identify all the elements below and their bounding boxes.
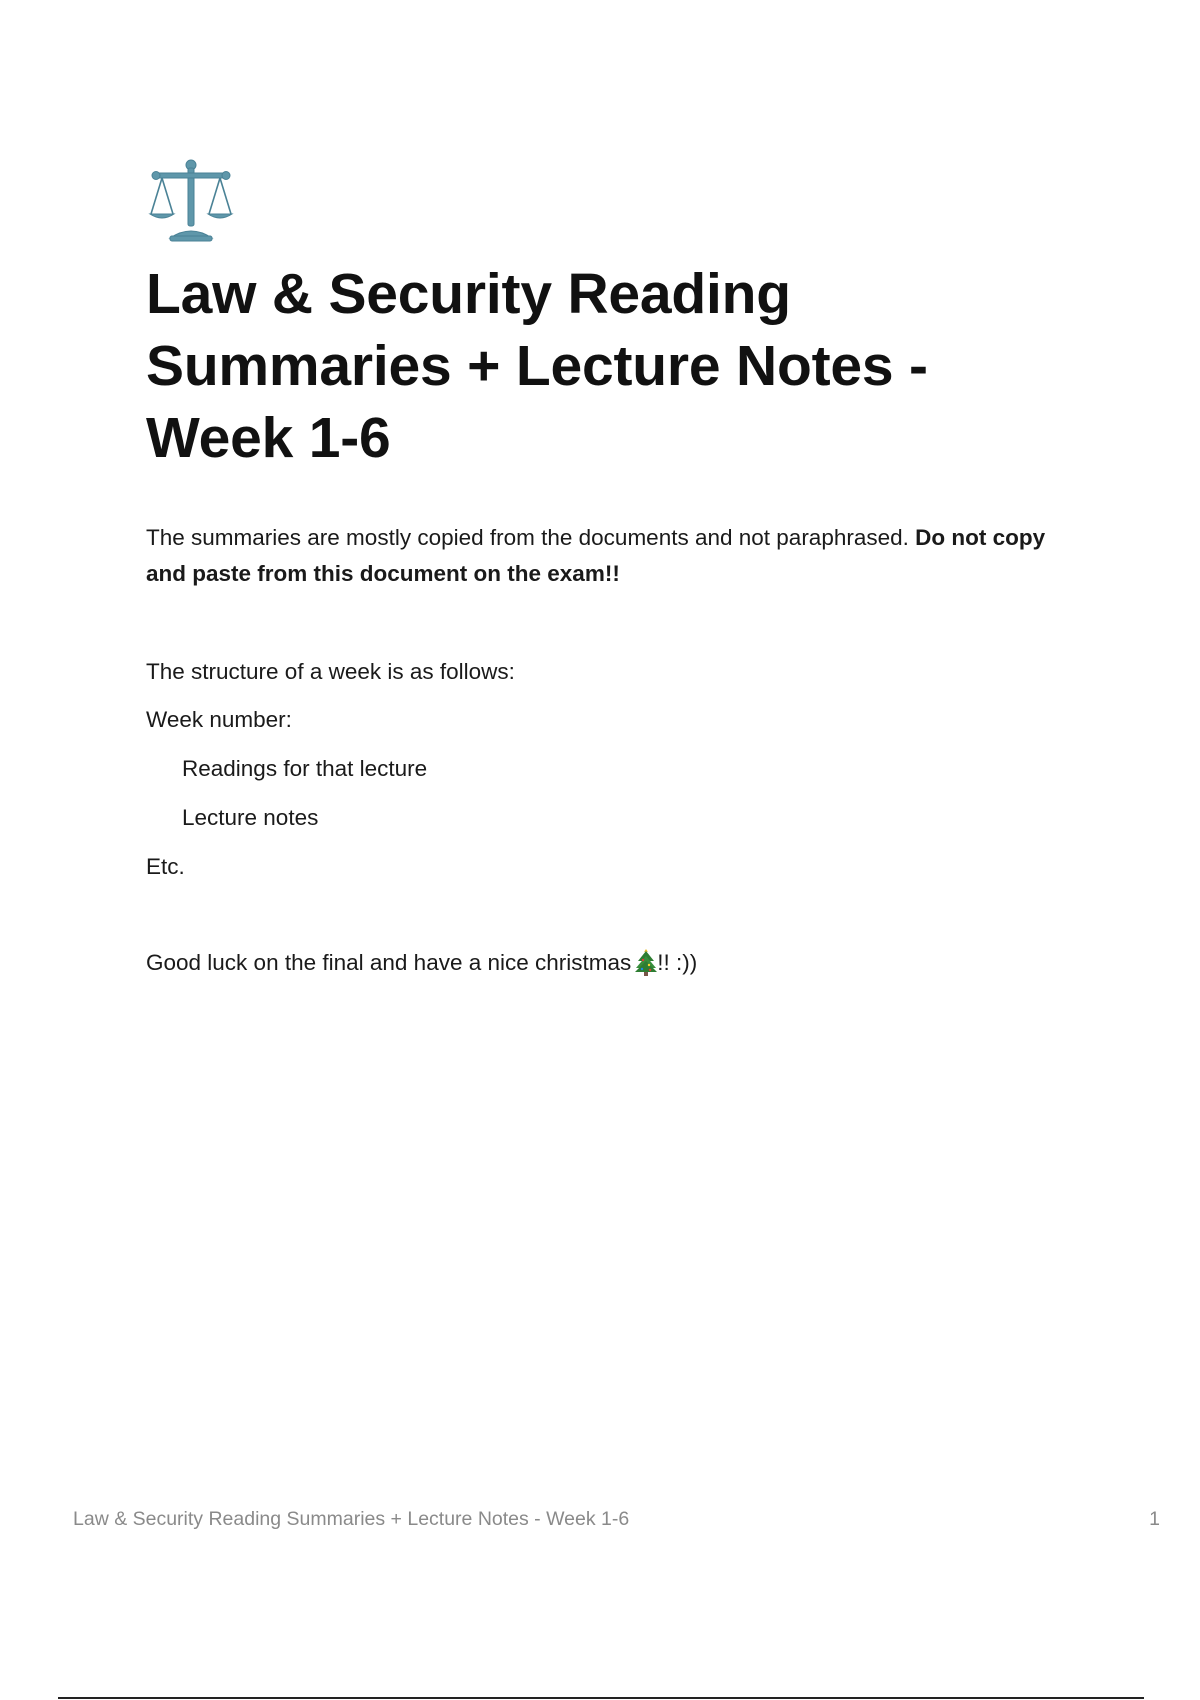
footer-title: Law & Security Reading Summaries + Lecture Notes - Week 1-6 [73, 1508, 630, 1530]
closing-text: Good luck on the final and have a nice christmas [146, 950, 632, 975]
page-number: 1 [1149, 1508, 1160, 1530]
intro-paragraph [146, 520, 1076, 592]
week-number-label: Week number: [146, 707, 292, 732]
closing-paragraph [146, 945, 1076, 981]
christmas-tree-icon [635, 948, 657, 976]
closing-suffix: !! :)) [657, 950, 698, 975]
structure-heading: The structure of a week is as follows: [146, 659, 515, 684]
structure-item-readings: Readings for that lecture [182, 756, 428, 781]
intro-text: The summaries are mostly copied from the documents and not paraphrased. [146, 525, 916, 550]
page-bottom-divider [58, 1697, 1144, 1699]
intro-warning: Do not copy and paste from this document on the exam!! [146, 525, 1046, 586]
balance-scale-icon [148, 158, 234, 242]
page-title: Law & Security Reading Summaries + Lecture Notes - Week 1-6 [146, 262, 928, 470]
structure-item-lecture-notes: Lecture notes [182, 805, 319, 830]
etc-text: Etc. [146, 854, 185, 879]
